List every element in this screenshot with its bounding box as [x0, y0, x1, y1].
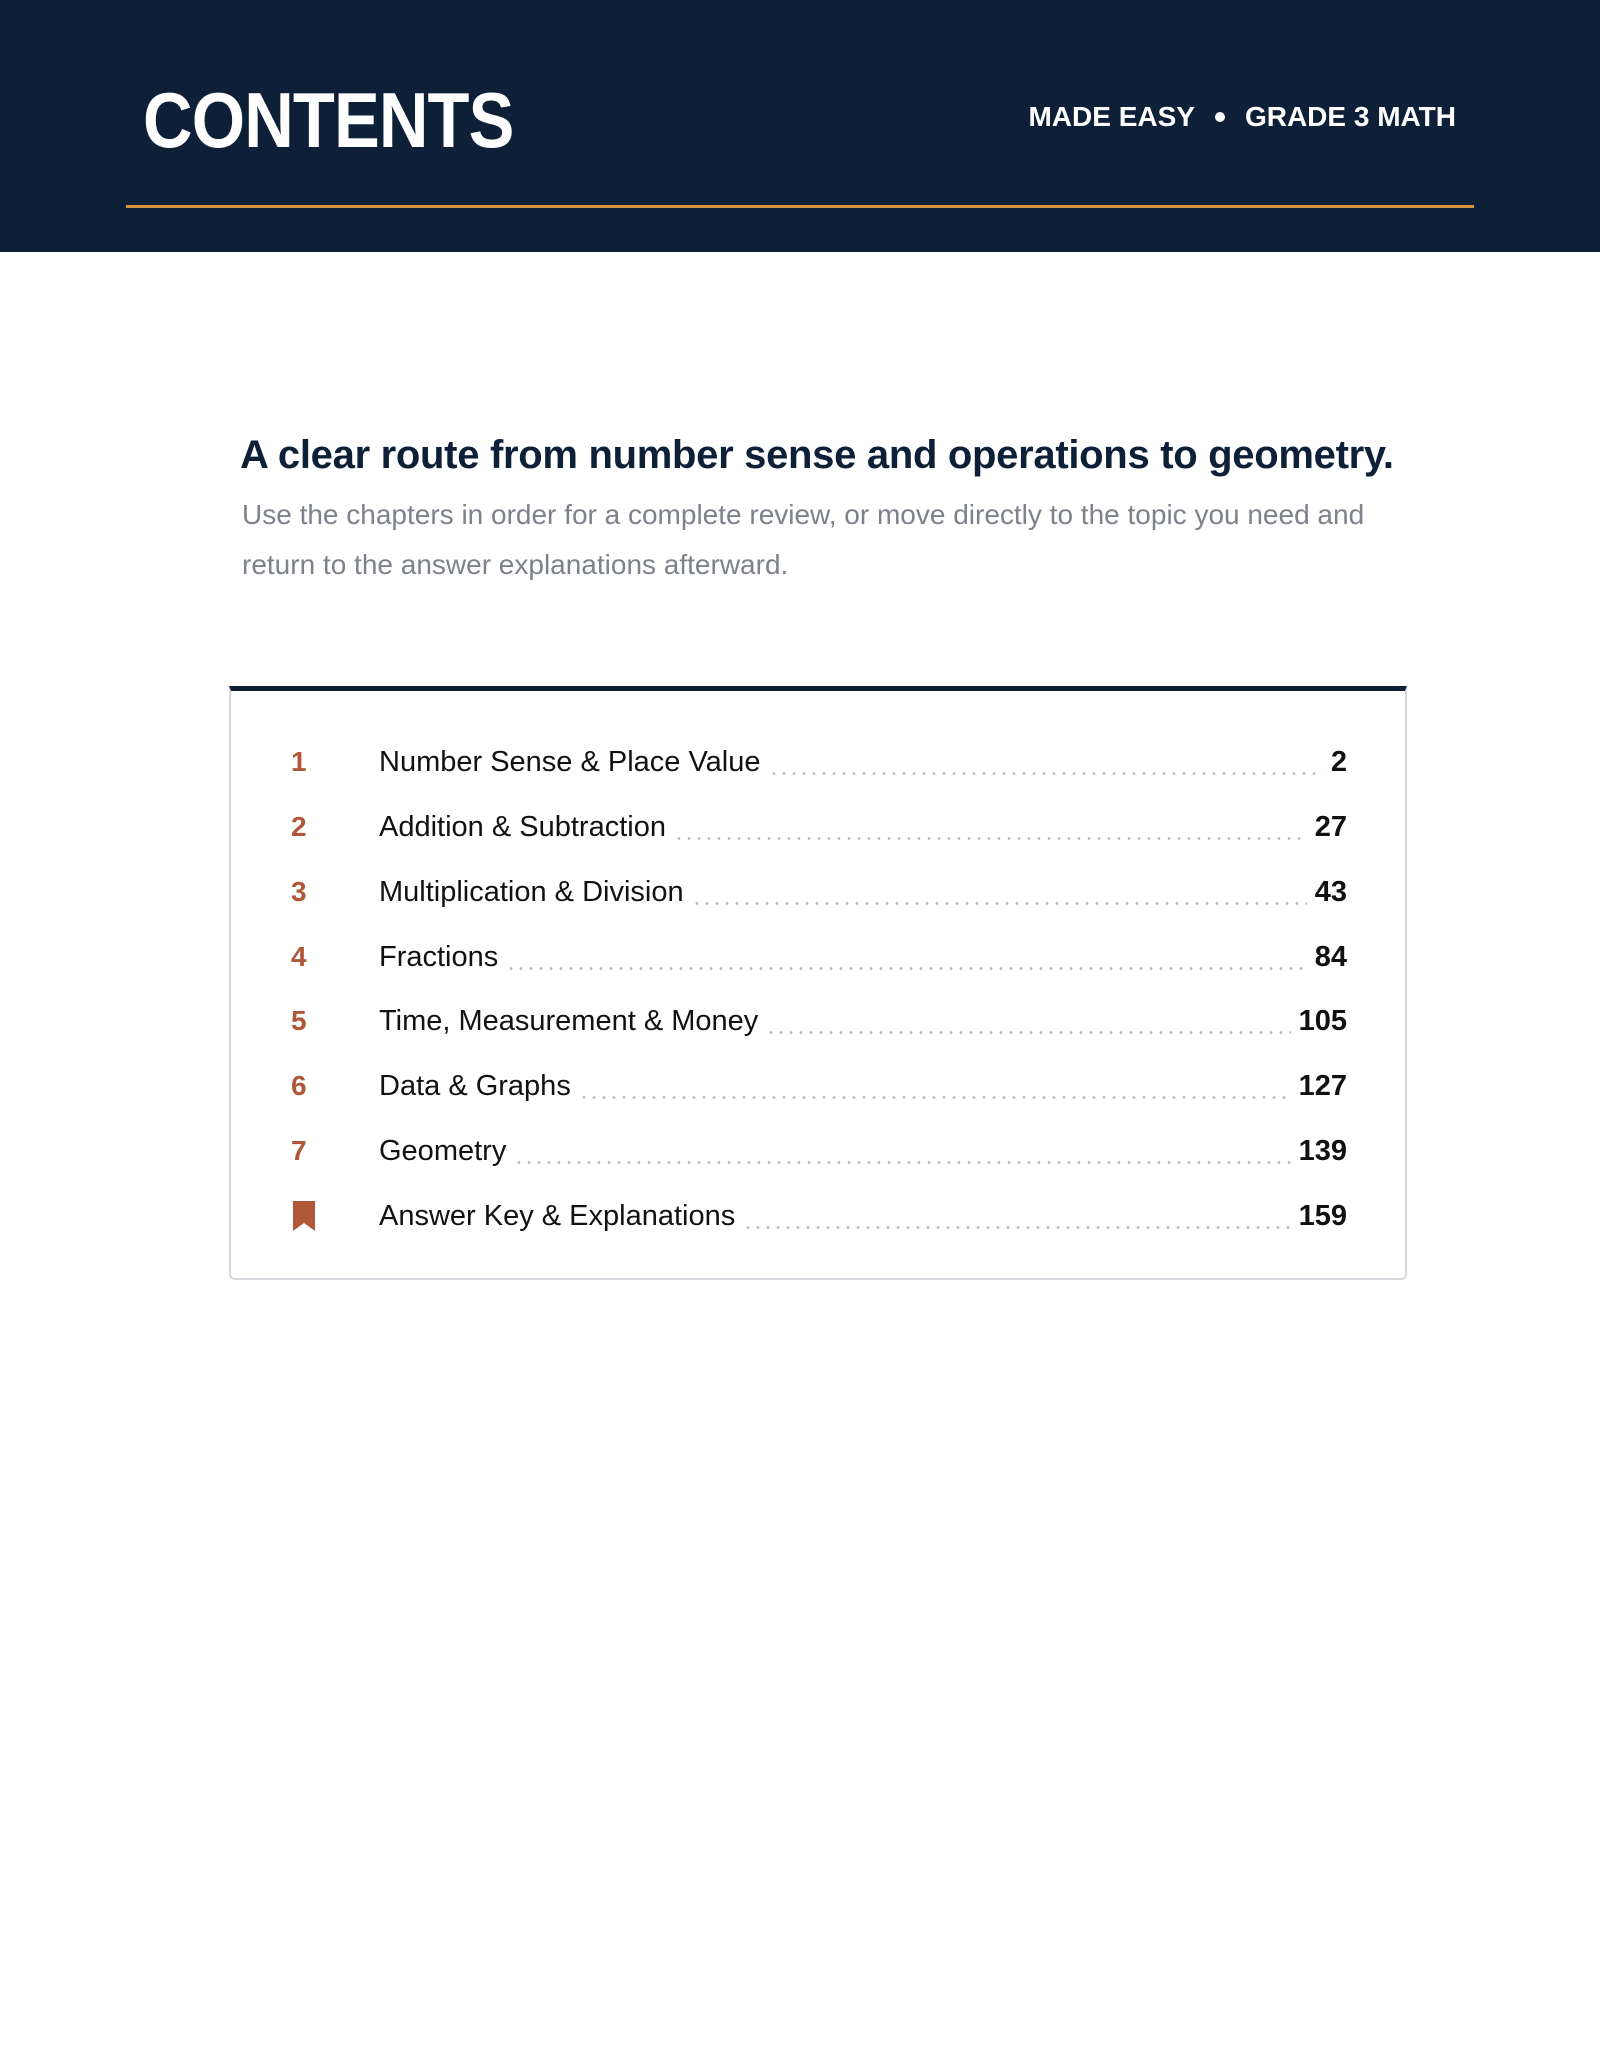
page-number: 43: [1314, 876, 1347, 908]
chapter-title: Number Sense & Place Value: [379, 746, 761, 778]
dot-leader: [506, 967, 1306, 970]
page-number: 139: [1298, 1135, 1347, 1167]
dot-leader: [692, 902, 1307, 905]
chapter-number: 2: [291, 811, 307, 842]
toc-entry-5[interactable]: [231, 1001, 1405, 1041]
intro-body: Use the chapters in order for a complete review, or move directly to the topic you need and return to the answer explanations afterward.: [242, 499, 1365, 580]
chapter-number: 4: [291, 941, 307, 972]
page-number: 127: [1298, 1070, 1347, 1102]
subject-name: GRADE 3 MATH: [1244, 101, 1456, 132]
page-title: CONTENTS: [143, 76, 514, 164]
toc-entry-answer-key[interactable]: [231, 1196, 1405, 1236]
book-meta: [1028, 99, 1456, 135]
chapter-title: Fractions: [379, 941, 499, 973]
chapter-number: 7: [291, 1135, 307, 1166]
dot-leader: [514, 1161, 1290, 1164]
dot-leader: [743, 1226, 1290, 1229]
chapter-title: Geometry: [379, 1135, 507, 1167]
chapter-number: 3: [291, 876, 307, 907]
page-number: 159: [1298, 1200, 1347, 1232]
chapter-number: 1: [291, 746, 307, 777]
page-number: 2: [1330, 746, 1347, 778]
series-name: MADE EASY: [1028, 101, 1195, 132]
chapter-number: 6: [291, 1070, 307, 1101]
chapter-title: Time, Measurement & Money: [379, 1005, 759, 1037]
dot-leader: [769, 772, 1323, 775]
page-header: [0, 0, 1600, 252]
toc-entry-6[interactable]: [231, 1066, 1405, 1106]
chapter-title: Data & Graphs: [379, 1070, 571, 1102]
chapter-number: 5: [291, 1005, 307, 1036]
bullet-separator: [1215, 112, 1225, 122]
header-divider: [126, 205, 1474, 208]
chapter-title: Multiplication & Division: [379, 876, 684, 908]
intro-headline: A clear route from number sense and operations to geometry.: [240, 433, 1394, 477]
dot-leader: [766, 1031, 1290, 1034]
toc-entry-7[interactable]: [231, 1131, 1405, 1171]
table-of-contents: [229, 686, 1407, 1280]
page-number: 105: [1298, 1005, 1347, 1037]
dot-leader: [579, 1096, 1291, 1099]
page-number: 84: [1314, 941, 1347, 973]
toc-entry-2[interactable]: [231, 807, 1405, 847]
page-number: 27: [1314, 811, 1347, 843]
toc-entry-1[interactable]: [231, 742, 1405, 782]
toc-entry-3[interactable]: [231, 872, 1405, 912]
chapter-title: Answer Key & Explanations: [379, 1200, 736, 1232]
chapter-title: Addition & Subtraction: [379, 811, 666, 843]
toc-entry-4[interactable]: [231, 937, 1405, 977]
bookmark-icon: [293, 1201, 315, 1231]
dot-leader: [674, 837, 1307, 840]
